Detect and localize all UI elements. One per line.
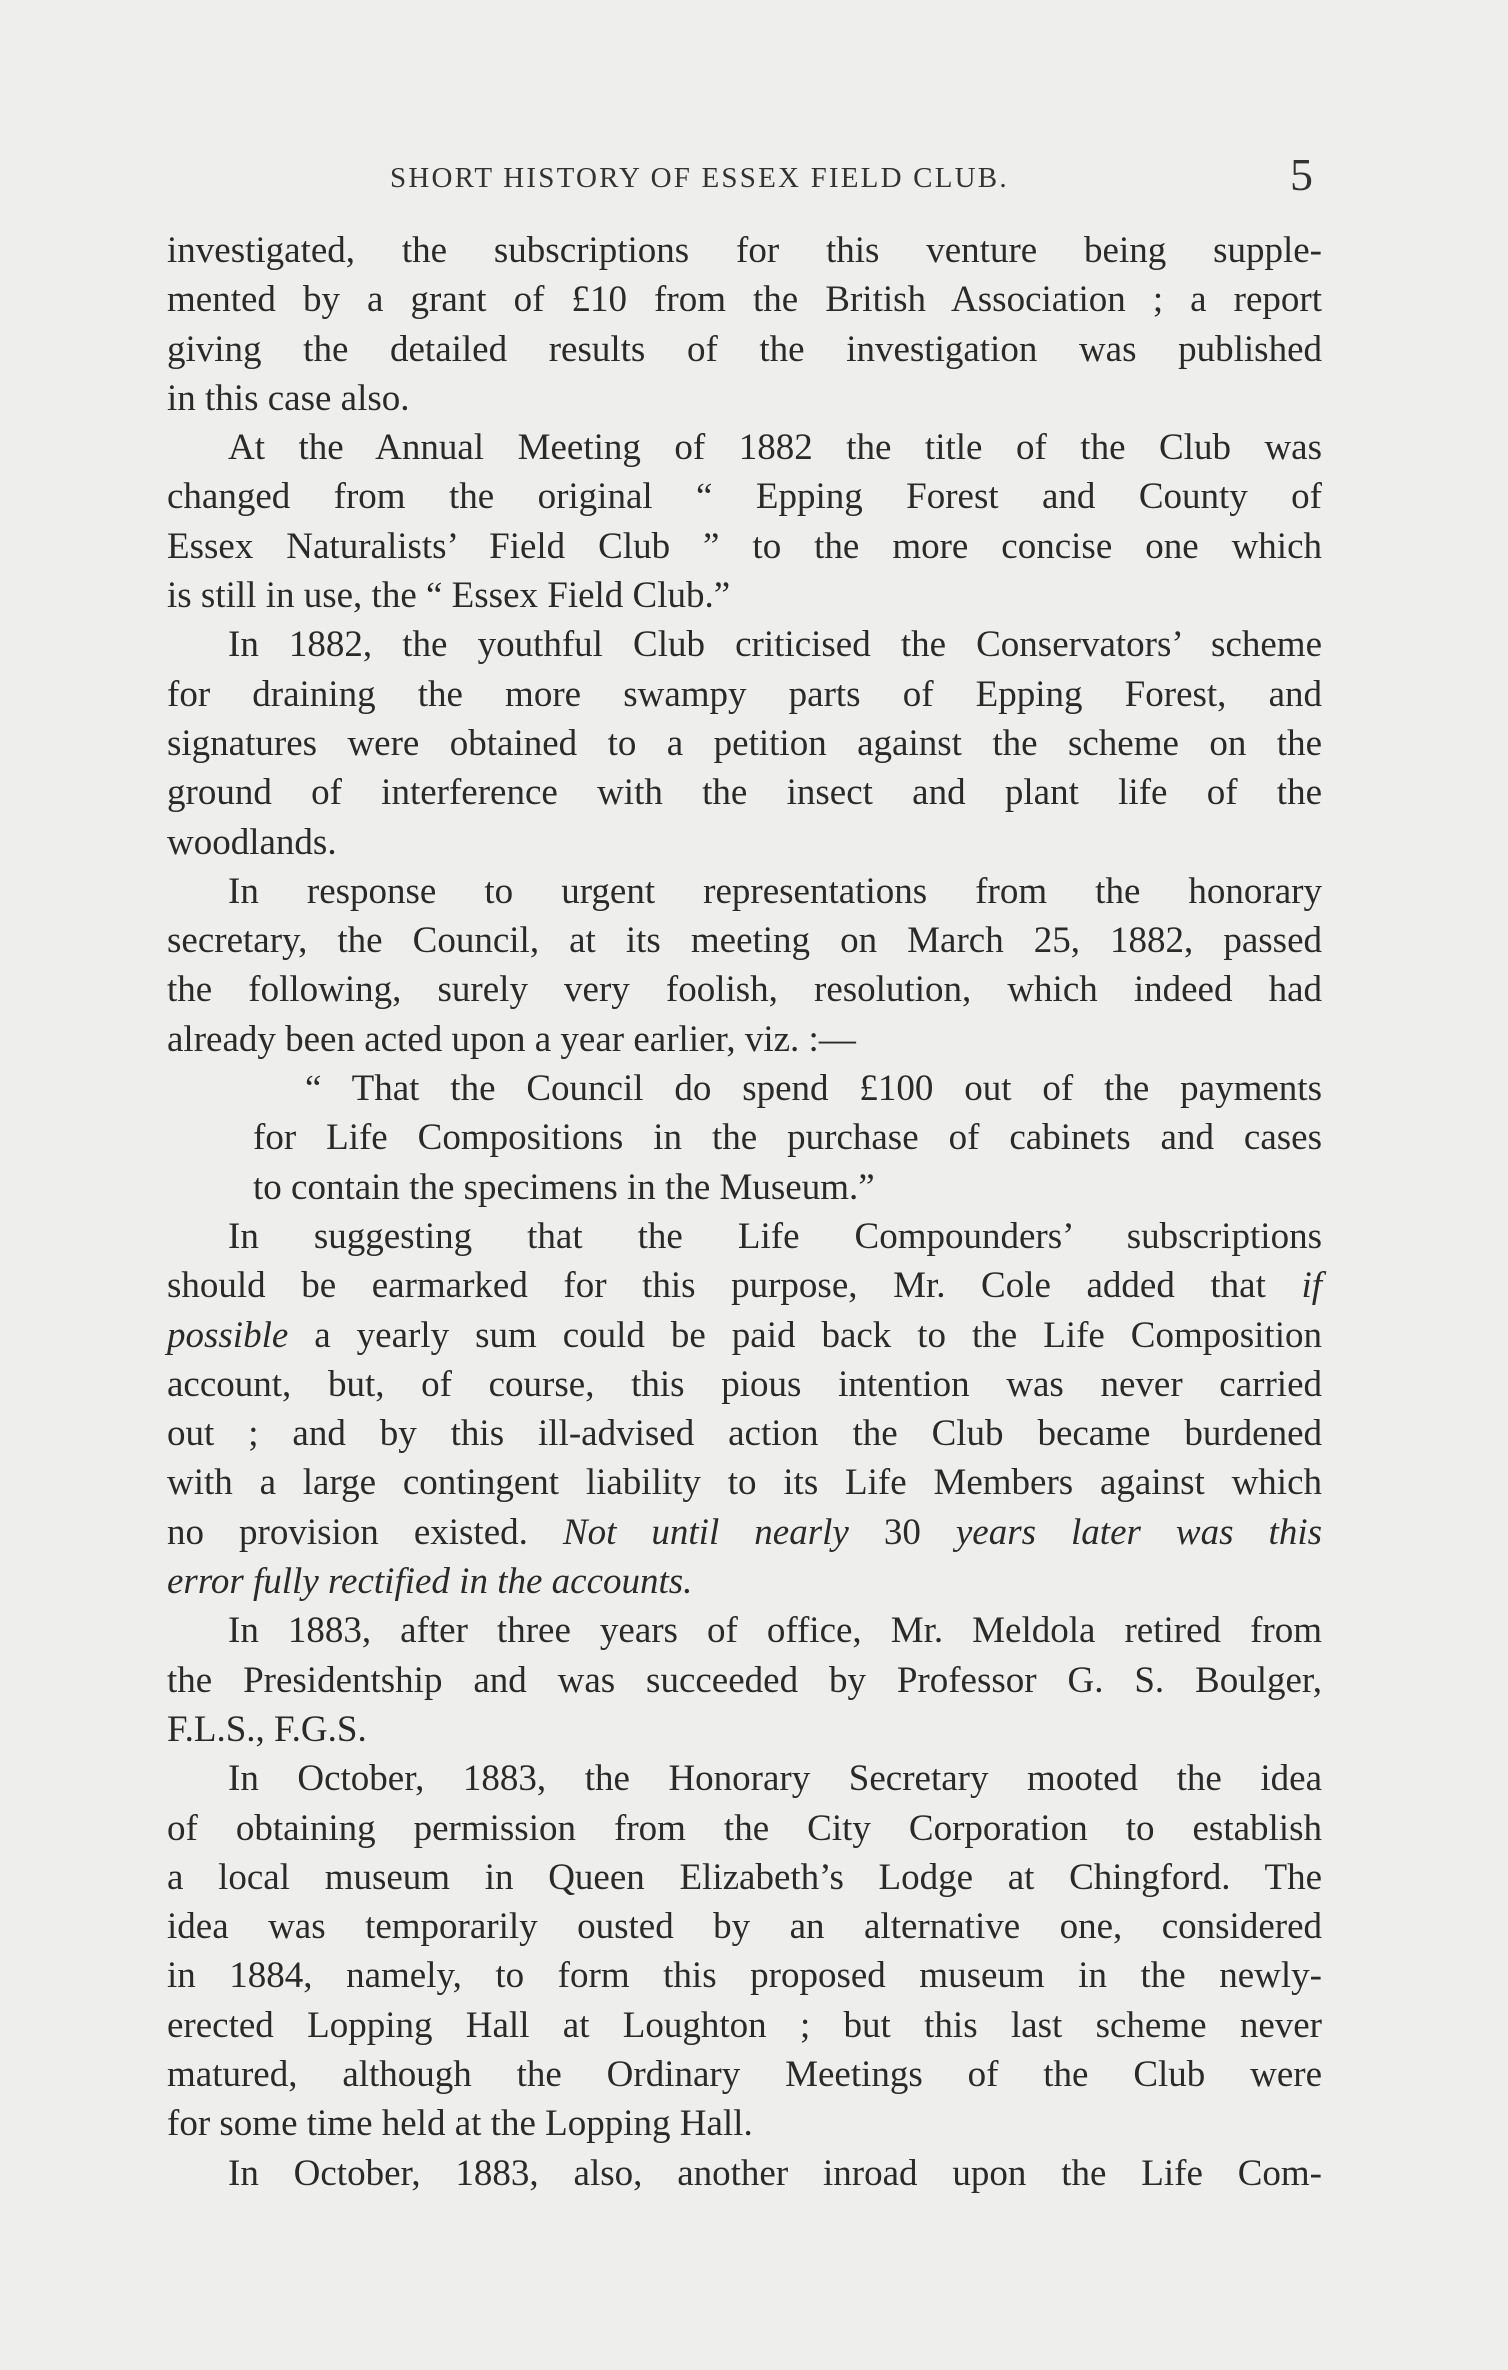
text-line: [167, 1557, 1322, 1606]
text-line: giving the detailed results of the investigation was published: [167, 328, 1322, 370]
text-line: At the Annual Meeting of 1882 the title of the Club was: [228, 427, 1322, 469]
text-segment: no provision existed.: [167, 1511, 528, 1553]
quote-line: for Life Compositions in the purchase of cabinets and cases: [253, 1117, 1322, 1159]
text-line: mented by a grant of £10 from the British Association ; a report: [167, 279, 1322, 321]
text-line: In October, 1883, also, another inroad upon the Life Com-: [228, 2152, 1322, 2194]
text-line: woodlands.: [167, 821, 337, 863]
text-line: is still in use, the “ Essex Field Club.”: [167, 575, 731, 617]
body-text: [167, 226, 1322, 2198]
text-line: the Presidentship and was succeeded by Professor G. S. Boulger,: [167, 1659, 1322, 1701]
text-line: matured, although the Ordinary Meetings of the Club were: [167, 2053, 1322, 2095]
text-line: In response to urgent representations from the honorary: [228, 870, 1322, 912]
quote-line: to contain the specimens in the Museum.”: [253, 1166, 875, 1208]
italic-segment: possible: [167, 1314, 289, 1356]
text-line: [167, 1508, 1322, 1557]
italic-segment: error fully rectified in the accounts.: [167, 1561, 693, 1603]
text-line: signatures were obtained to a petition against the scheme on the: [167, 722, 1322, 764]
text-line: for some time held at the Lopping Hall.: [167, 2103, 753, 2145]
text-line: account, but, of course, this pious intention was never carried: [167, 1363, 1322, 1405]
text-segment: 30: [883, 1511, 921, 1553]
text-line: [167, 1261, 1322, 1310]
page-number: 5: [1290, 149, 1313, 200]
text-line: idea was temporarily ousted by an alternative one, considered: [167, 1906, 1322, 1948]
text-line: In October, 1883, the Honorary Secretary mooted the idea: [228, 1758, 1322, 1800]
italic-segment: years later was this: [955, 1511, 1322, 1553]
text-line: with a large contingent liability to its Life Members against which: [167, 1462, 1322, 1504]
text-line: changed from the original “ Epping Forest and County of: [167, 476, 1322, 518]
text-line: In suggesting that the Life Compounders’ subscriptions: [228, 1215, 1322, 1257]
text-line: erected Lopping Hall at Loughton ; but this last scheme never: [167, 2004, 1322, 2046]
text-segment: should be earmarked for this purpose, Mr. Cole added that: [167, 1265, 1266, 1307]
text-line: for draining the more swampy parts of Epping Forest, and: [167, 673, 1322, 715]
text-line: already been acted upon a year earlier, viz. :—: [167, 1018, 856, 1060]
text-line: Essex Naturalists’ Field Club ” to the more concise one which: [167, 525, 1322, 567]
running-title: SHORT HISTORY OF ESSEX FIELD CLUB.: [390, 162, 1009, 194]
text-line: [167, 1311, 1322, 1360]
italic-segment: if: [1301, 1265, 1323, 1307]
block-quote: [167, 1064, 1322, 1212]
running-head: [0, 148, 1508, 208]
text-line: a local museum in Queen Elizabeth’s Lodge at Chingford. The: [167, 1856, 1322, 1898]
text-line: out ; and by this ill-advised action the Club became burdened: [167, 1413, 1322, 1455]
text-segment: a yearly sum could be paid back to the Life Composition: [288, 1314, 1322, 1356]
italic-segment: Not until nearly: [562, 1511, 849, 1553]
text-line: In 1882, the youthful Club criticised the Conservators’ scheme: [228, 624, 1322, 666]
text-line: of obtaining permission from the City Corporation to establish: [167, 1807, 1322, 1849]
quote-line: “ That the Council do spend £100 out of the payments: [305, 1068, 1322, 1110]
text-line: In 1883, after three years of office, Mr. Meldola retired from: [228, 1610, 1322, 1652]
text-line: secretary, the Council, at its meeting on March 25, 1882, passed: [167, 920, 1322, 962]
text-line: investigated, the subscriptions for this venture being supple-: [167, 230, 1322, 271]
text-line: the following, surely very foolish, resolution, which indeed had: [167, 969, 1322, 1011]
text-line: ground of interference with the insect and plant life of the: [167, 772, 1322, 814]
text-line: in 1884, namely, to form this proposed museum in the newly-: [167, 1955, 1322, 1997]
text-line: F.L.S., F.G.S.: [167, 1708, 367, 1750]
text-line: in this case also.: [167, 377, 410, 419]
